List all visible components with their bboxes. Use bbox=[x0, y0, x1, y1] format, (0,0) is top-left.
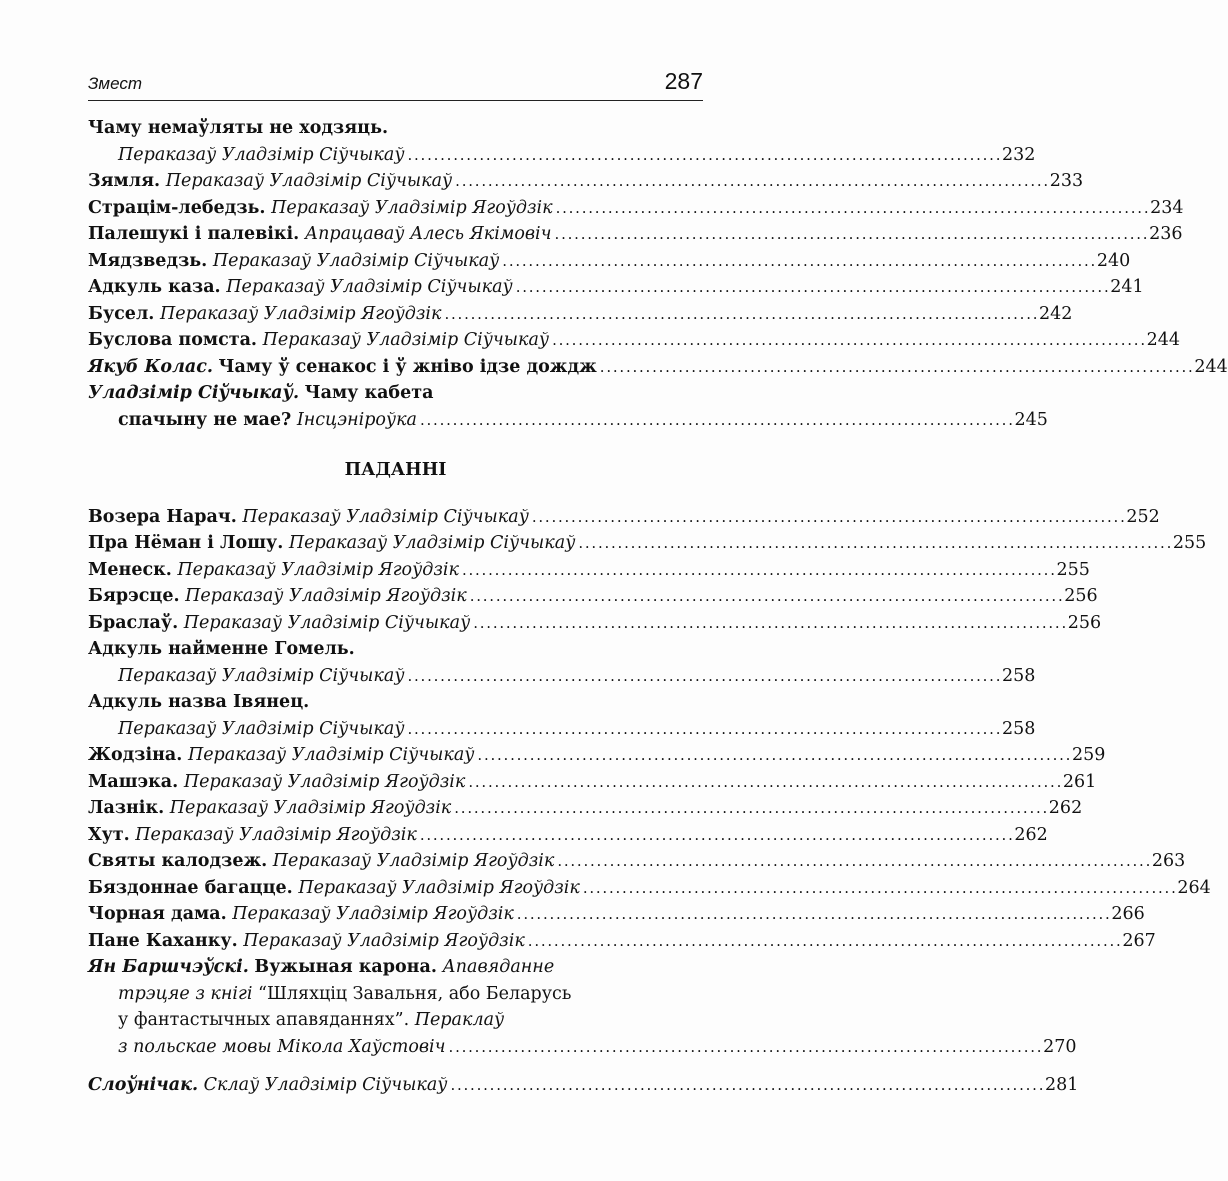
entry-page-number: 245 bbox=[1014, 409, 1048, 430]
entry-author: Слоўнічак. bbox=[88, 1075, 199, 1095]
entry-credit: Пераказаў Уладзімір Ягоўдзік bbox=[159, 303, 442, 324]
toc-entry bbox=[88, 274, 1144, 301]
entry-title: Чорная дама. bbox=[88, 904, 227, 924]
leader-dots bbox=[556, 195, 1148, 222]
entry-title: Адкуль назва Івянец. bbox=[88, 692, 310, 712]
toc-line bbox=[88, 716, 1036, 743]
entry-text bbox=[88, 848, 554, 875]
entry-plain: у фантастычных апавяданнях”. bbox=[118, 1010, 410, 1030]
entry-title: Святы калодзеж. bbox=[88, 851, 268, 871]
entry-credit: Пераказаў Уладзімір Ягоўдзік bbox=[135, 824, 417, 845]
toc-line bbox=[88, 769, 1097, 796]
entry-title: Мядзведзь. bbox=[88, 250, 208, 271]
toc-entry bbox=[88, 530, 1207, 557]
toc-entry bbox=[88, 195, 1184, 222]
leader-dots bbox=[444, 301, 1036, 328]
entry-text bbox=[88, 610, 470, 637]
toc-line bbox=[88, 380, 703, 407]
entry-credit: Пераказаў Уладзімір Сіўчыкаў bbox=[183, 612, 471, 633]
entry-text bbox=[88, 221, 552, 248]
leader-dots bbox=[557, 848, 1149, 875]
entry-credit: Пераказаў Уладзімір Сіўчыкаў bbox=[118, 144, 405, 165]
toc-line bbox=[88, 928, 1156, 955]
toc-line bbox=[88, 354, 1228, 381]
entry-page-number: 234 bbox=[1150, 197, 1184, 218]
leader-dots bbox=[600, 354, 1192, 381]
leader-dots bbox=[420, 822, 1012, 849]
toc-line bbox=[88, 1007, 703, 1034]
entry-page-number: 240 bbox=[1096, 250, 1131, 271]
entry-credit: Пераказаў Уладзімір Сіўчыкаў bbox=[226, 277, 513, 297]
entry-title: Машэка. bbox=[88, 771, 179, 792]
entry-credit: Пераказаў Уладзімір Ягоўдзік bbox=[271, 197, 553, 218]
toc-entry bbox=[88, 327, 1181, 354]
toc-line bbox=[88, 504, 1160, 531]
entry-page-number: 256 bbox=[1064, 586, 1098, 606]
toc-entry bbox=[88, 115, 1036, 168]
entry-credit: з польскае мовы Мікола Хаўстовіч bbox=[118, 1036, 446, 1057]
entry-text bbox=[88, 380, 433, 407]
entry-title: Жодзіна. bbox=[88, 745, 183, 765]
toc-group-1 bbox=[88, 115, 1228, 433]
entry-title: Бяздоннае багацце. bbox=[88, 877, 293, 898]
entry-title: Страцім-лебедзь. bbox=[88, 197, 266, 218]
leader-dots bbox=[449, 1034, 1041, 1061]
entry-page-number: 264 bbox=[1177, 877, 1211, 898]
entry-title: Вужыная карона. bbox=[254, 957, 437, 977]
toc-line bbox=[88, 407, 1048, 434]
entry-text bbox=[88, 822, 417, 849]
entry-text bbox=[88, 248, 499, 275]
toc-line bbox=[88, 115, 703, 142]
entry-text bbox=[88, 168, 452, 195]
toc-entry bbox=[88, 822, 1048, 849]
toc-line bbox=[88, 195, 1184, 222]
running-header bbox=[88, 70, 703, 101]
entry-text bbox=[88, 1072, 447, 1099]
toc-line bbox=[88, 636, 703, 663]
toc-line bbox=[88, 954, 703, 981]
entry-credit: Пераклаў bbox=[414, 1010, 505, 1030]
toc-entry bbox=[88, 742, 1106, 769]
entry-title: Адкуль найменне Гомель. bbox=[88, 639, 355, 659]
entry-credit: трэцяе з кнігі bbox=[118, 983, 253, 1004]
leader-dots bbox=[516, 274, 1108, 301]
toc-entry bbox=[88, 301, 1073, 328]
toc-line bbox=[88, 583, 1098, 610]
entry-page-number: 270 bbox=[1043, 1036, 1077, 1057]
entry-credit: Інсцэніроўка bbox=[296, 409, 417, 430]
entry-page-number: 263 bbox=[1151, 851, 1186, 871]
entry-page-number: 267 bbox=[1122, 930, 1156, 951]
toc-line bbox=[88, 301, 1073, 328]
entry-page-number: 258 bbox=[1002, 718, 1036, 739]
leader-dots bbox=[502, 248, 1094, 275]
entry-text bbox=[118, 663, 404, 690]
entry-credit: Пераказаў Уладзімір Сіўчыкаў bbox=[165, 171, 453, 191]
leader-dots bbox=[455, 168, 1047, 195]
entry-page-number: 232 bbox=[1002, 144, 1036, 165]
entry-text bbox=[88, 636, 355, 663]
toc-entry bbox=[88, 689, 1036, 742]
entry-page-number: 281 bbox=[1044, 1075, 1079, 1095]
toc-line bbox=[88, 557, 1090, 584]
entry-text bbox=[118, 981, 571, 1008]
toc-final bbox=[88, 1072, 1079, 1099]
entry-credit: Пераказаў Уладзімір Ягоўдзік bbox=[298, 877, 580, 898]
leader-dots bbox=[578, 530, 1170, 557]
leader-dots bbox=[473, 610, 1065, 637]
entry-page-number: 259 bbox=[1071, 745, 1106, 765]
entry-page-number: 244 bbox=[1194, 356, 1228, 377]
entry-text bbox=[88, 354, 597, 381]
entry-title: Палешукі і палевікі. bbox=[88, 224, 300, 244]
toc-line bbox=[88, 901, 1145, 928]
entry-text bbox=[88, 530, 575, 557]
entry-title: Зямля. bbox=[88, 171, 161, 191]
entry-credit: Пераказаў Уладзімір Сіўчыкаў bbox=[187, 745, 475, 765]
entry-title: Пане Каханку. bbox=[88, 930, 238, 951]
entry-page-number: 255 bbox=[1056, 559, 1090, 580]
entry-title: Лазнік. bbox=[88, 798, 165, 818]
entry-text bbox=[88, 557, 459, 584]
entry-text bbox=[88, 195, 553, 222]
entry-author: Уладзімір Сіўчыкаў. bbox=[88, 383, 300, 403]
entry-title: Возера Нарач. bbox=[88, 506, 237, 527]
toc-entry bbox=[88, 636, 1036, 689]
entry-credit: Апавяданне bbox=[442, 957, 555, 977]
toc-line bbox=[88, 742, 1106, 769]
leader-dots bbox=[528, 928, 1120, 955]
entry-page-number: 252 bbox=[1126, 506, 1160, 527]
entry-text bbox=[88, 901, 514, 928]
toc-line bbox=[88, 1072, 1079, 1099]
leader-dots bbox=[532, 504, 1124, 531]
toc-line bbox=[88, 875, 1211, 902]
entry-text bbox=[118, 716, 404, 743]
entry-credit: Пераказаў Уладзімір Ягоўдзік bbox=[243, 930, 525, 951]
toc-entry bbox=[88, 248, 1131, 275]
toc-line bbox=[88, 221, 1183, 248]
entry-title: Буслова помста. bbox=[88, 330, 258, 350]
entry-credit: Пераказаў Уладзімір Сіўчыкаў bbox=[262, 330, 550, 350]
leader-dots bbox=[454, 795, 1046, 822]
toc-line bbox=[88, 689, 703, 716]
toc-entry bbox=[88, 875, 1211, 902]
entry-credit: Пераказаў Уладзімір Сіўчыкаў bbox=[212, 250, 500, 271]
leader-dots bbox=[583, 875, 1175, 902]
toc-line bbox=[88, 795, 1083, 822]
toc-line bbox=[88, 142, 1036, 169]
entry-page-number: 255 bbox=[1172, 533, 1207, 553]
toc-line bbox=[88, 248, 1131, 275]
spacer bbox=[88, 1060, 703, 1072]
leader-dots bbox=[477, 742, 1069, 769]
entry-title: Браслаў. bbox=[88, 612, 179, 633]
toc-entry bbox=[88, 557, 1090, 584]
entry-text bbox=[88, 583, 467, 610]
entry-title: Чаму ў сенакос і ў жніво ідзе дождж bbox=[218, 356, 597, 377]
toc-entry bbox=[88, 848, 1186, 875]
entry-page-number: 233 bbox=[1049, 171, 1084, 191]
toc-entry bbox=[88, 928, 1156, 955]
entry-title: Чаму кабета bbox=[304, 383, 434, 403]
leader-dots bbox=[407, 663, 999, 690]
toc-entry bbox=[88, 504, 1160, 531]
entry-text bbox=[88, 327, 549, 354]
entry-text bbox=[88, 301, 441, 328]
toc-line bbox=[88, 274, 1144, 301]
toc-entry bbox=[88, 583, 1098, 610]
leader-dots bbox=[407, 142, 999, 169]
entry-text bbox=[88, 742, 474, 769]
toc-line bbox=[88, 848, 1186, 875]
toc-entry bbox=[88, 610, 1102, 637]
entry-credit: Пераказаў Уладзімір Ягоўдзік bbox=[177, 559, 459, 580]
entry-credit: Пераказаў Уладзімір Ягоўдзік bbox=[272, 851, 555, 871]
entry-text bbox=[88, 795, 451, 822]
entry-page-number: 262 bbox=[1014, 824, 1048, 845]
toc-entry bbox=[88, 380, 1048, 433]
toc-line bbox=[88, 822, 1048, 849]
toc-entry bbox=[88, 954, 1077, 1060]
table-of-contents bbox=[88, 115, 1228, 1099]
entry-title: Пра Нёман і Лошу. bbox=[88, 533, 284, 553]
entry-title: Менеск. bbox=[88, 559, 172, 580]
entry-text bbox=[118, 407, 417, 434]
toc-entry bbox=[88, 168, 1084, 195]
section-title: ПАДАННІ bbox=[344, 460, 447, 480]
entry-author: Ян Баршчэўскі. bbox=[88, 957, 249, 977]
toc-line bbox=[88, 981, 703, 1008]
leader-dots bbox=[407, 716, 999, 743]
leader-dots bbox=[470, 583, 1062, 610]
entry-title: Бусел. bbox=[88, 303, 155, 324]
entry-text bbox=[118, 1007, 504, 1034]
toc-line bbox=[88, 610, 1102, 637]
leader-dots bbox=[420, 407, 1012, 434]
entry-plain: “Шляхціц Завальня, або Беларусь bbox=[258, 983, 572, 1004]
entry-page-number: 241 bbox=[1110, 277, 1144, 297]
toc-entry bbox=[88, 795, 1083, 822]
toc-line bbox=[88, 530, 1207, 557]
entry-text bbox=[88, 954, 554, 981]
entry-credit: Апрацаваў Алесь Якімовіч bbox=[304, 224, 552, 244]
entry-text bbox=[88, 875, 580, 902]
leader-dots bbox=[450, 1072, 1042, 1099]
entry-text bbox=[88, 769, 465, 796]
entry-text bbox=[88, 274, 513, 301]
entry-credit: Пераказаў Уладзімір Сіўчыкаў bbox=[118, 718, 405, 739]
leader-dots bbox=[552, 327, 1144, 354]
entry-author: Якуб Колас. bbox=[88, 356, 213, 377]
leader-dots bbox=[462, 557, 1054, 584]
toc-entry bbox=[88, 354, 1228, 381]
toc-line bbox=[88, 327, 1181, 354]
entry-credit: Пераказаў Уладзімір Ягоўдзік bbox=[232, 904, 514, 924]
entry-text bbox=[118, 142, 404, 169]
toc-entry bbox=[88, 221, 1183, 248]
toc-entry bbox=[88, 769, 1097, 796]
entry-page-number: 236 bbox=[1149, 224, 1183, 244]
entry-credit: Пераказаў Уладзімір Ягоўдзік bbox=[185, 586, 467, 606]
entry-text bbox=[88, 689, 309, 716]
entry-page-number: 244 bbox=[1146, 330, 1181, 350]
entry-text bbox=[88, 115, 388, 142]
entry-text bbox=[118, 1034, 446, 1061]
entry-page-number: 242 bbox=[1039, 303, 1073, 324]
entry-credit: Пераказаў Уладзімір Ягоўдзік bbox=[169, 798, 452, 818]
leader-dots bbox=[555, 221, 1147, 248]
entry-page-number: 266 bbox=[1111, 904, 1145, 924]
toc-entry bbox=[88, 901, 1145, 928]
entry-text bbox=[88, 928, 525, 955]
leader-dots bbox=[468, 769, 1060, 796]
toc-line bbox=[88, 168, 1084, 195]
entry-title: Адкуль каза. bbox=[88, 277, 221, 297]
leader-dots bbox=[517, 901, 1109, 928]
page-number: 287 bbox=[664, 68, 703, 94]
toc-line bbox=[88, 663, 1036, 690]
toc-line bbox=[88, 1034, 1077, 1061]
entry-credit: Склаў Уладзімір Сіўчыкаў bbox=[203, 1075, 448, 1095]
entry-title: Чаму немаўляты не ходзяць. bbox=[88, 118, 389, 138]
entry-title: Бярэсце. bbox=[88, 586, 180, 606]
entry-page-number: 256 bbox=[1067, 612, 1102, 633]
entry-credit: Пераказаў Уладзімір Сіўчыкаў bbox=[242, 506, 529, 527]
entry-text bbox=[88, 504, 529, 531]
toc-group-2 bbox=[88, 504, 1211, 1061]
entry-title: Хут. bbox=[88, 824, 130, 845]
entry-credit: Пераказаў Уладзімір Сіўчыкаў bbox=[118, 665, 405, 686]
entry-credit: Пераказаў Уладзімір Сіўчыкаў bbox=[288, 533, 576, 553]
entry-title: спачыну не мае? bbox=[118, 409, 292, 430]
entry-page-number: 262 bbox=[1048, 798, 1083, 818]
entry-page-number: 258 bbox=[1002, 665, 1036, 686]
entry-page-number: 261 bbox=[1062, 771, 1097, 792]
entry-credit: Пераказаў Уладзімір Ягоўдзік bbox=[183, 771, 466, 792]
header-title: Змест bbox=[88, 74, 143, 93]
